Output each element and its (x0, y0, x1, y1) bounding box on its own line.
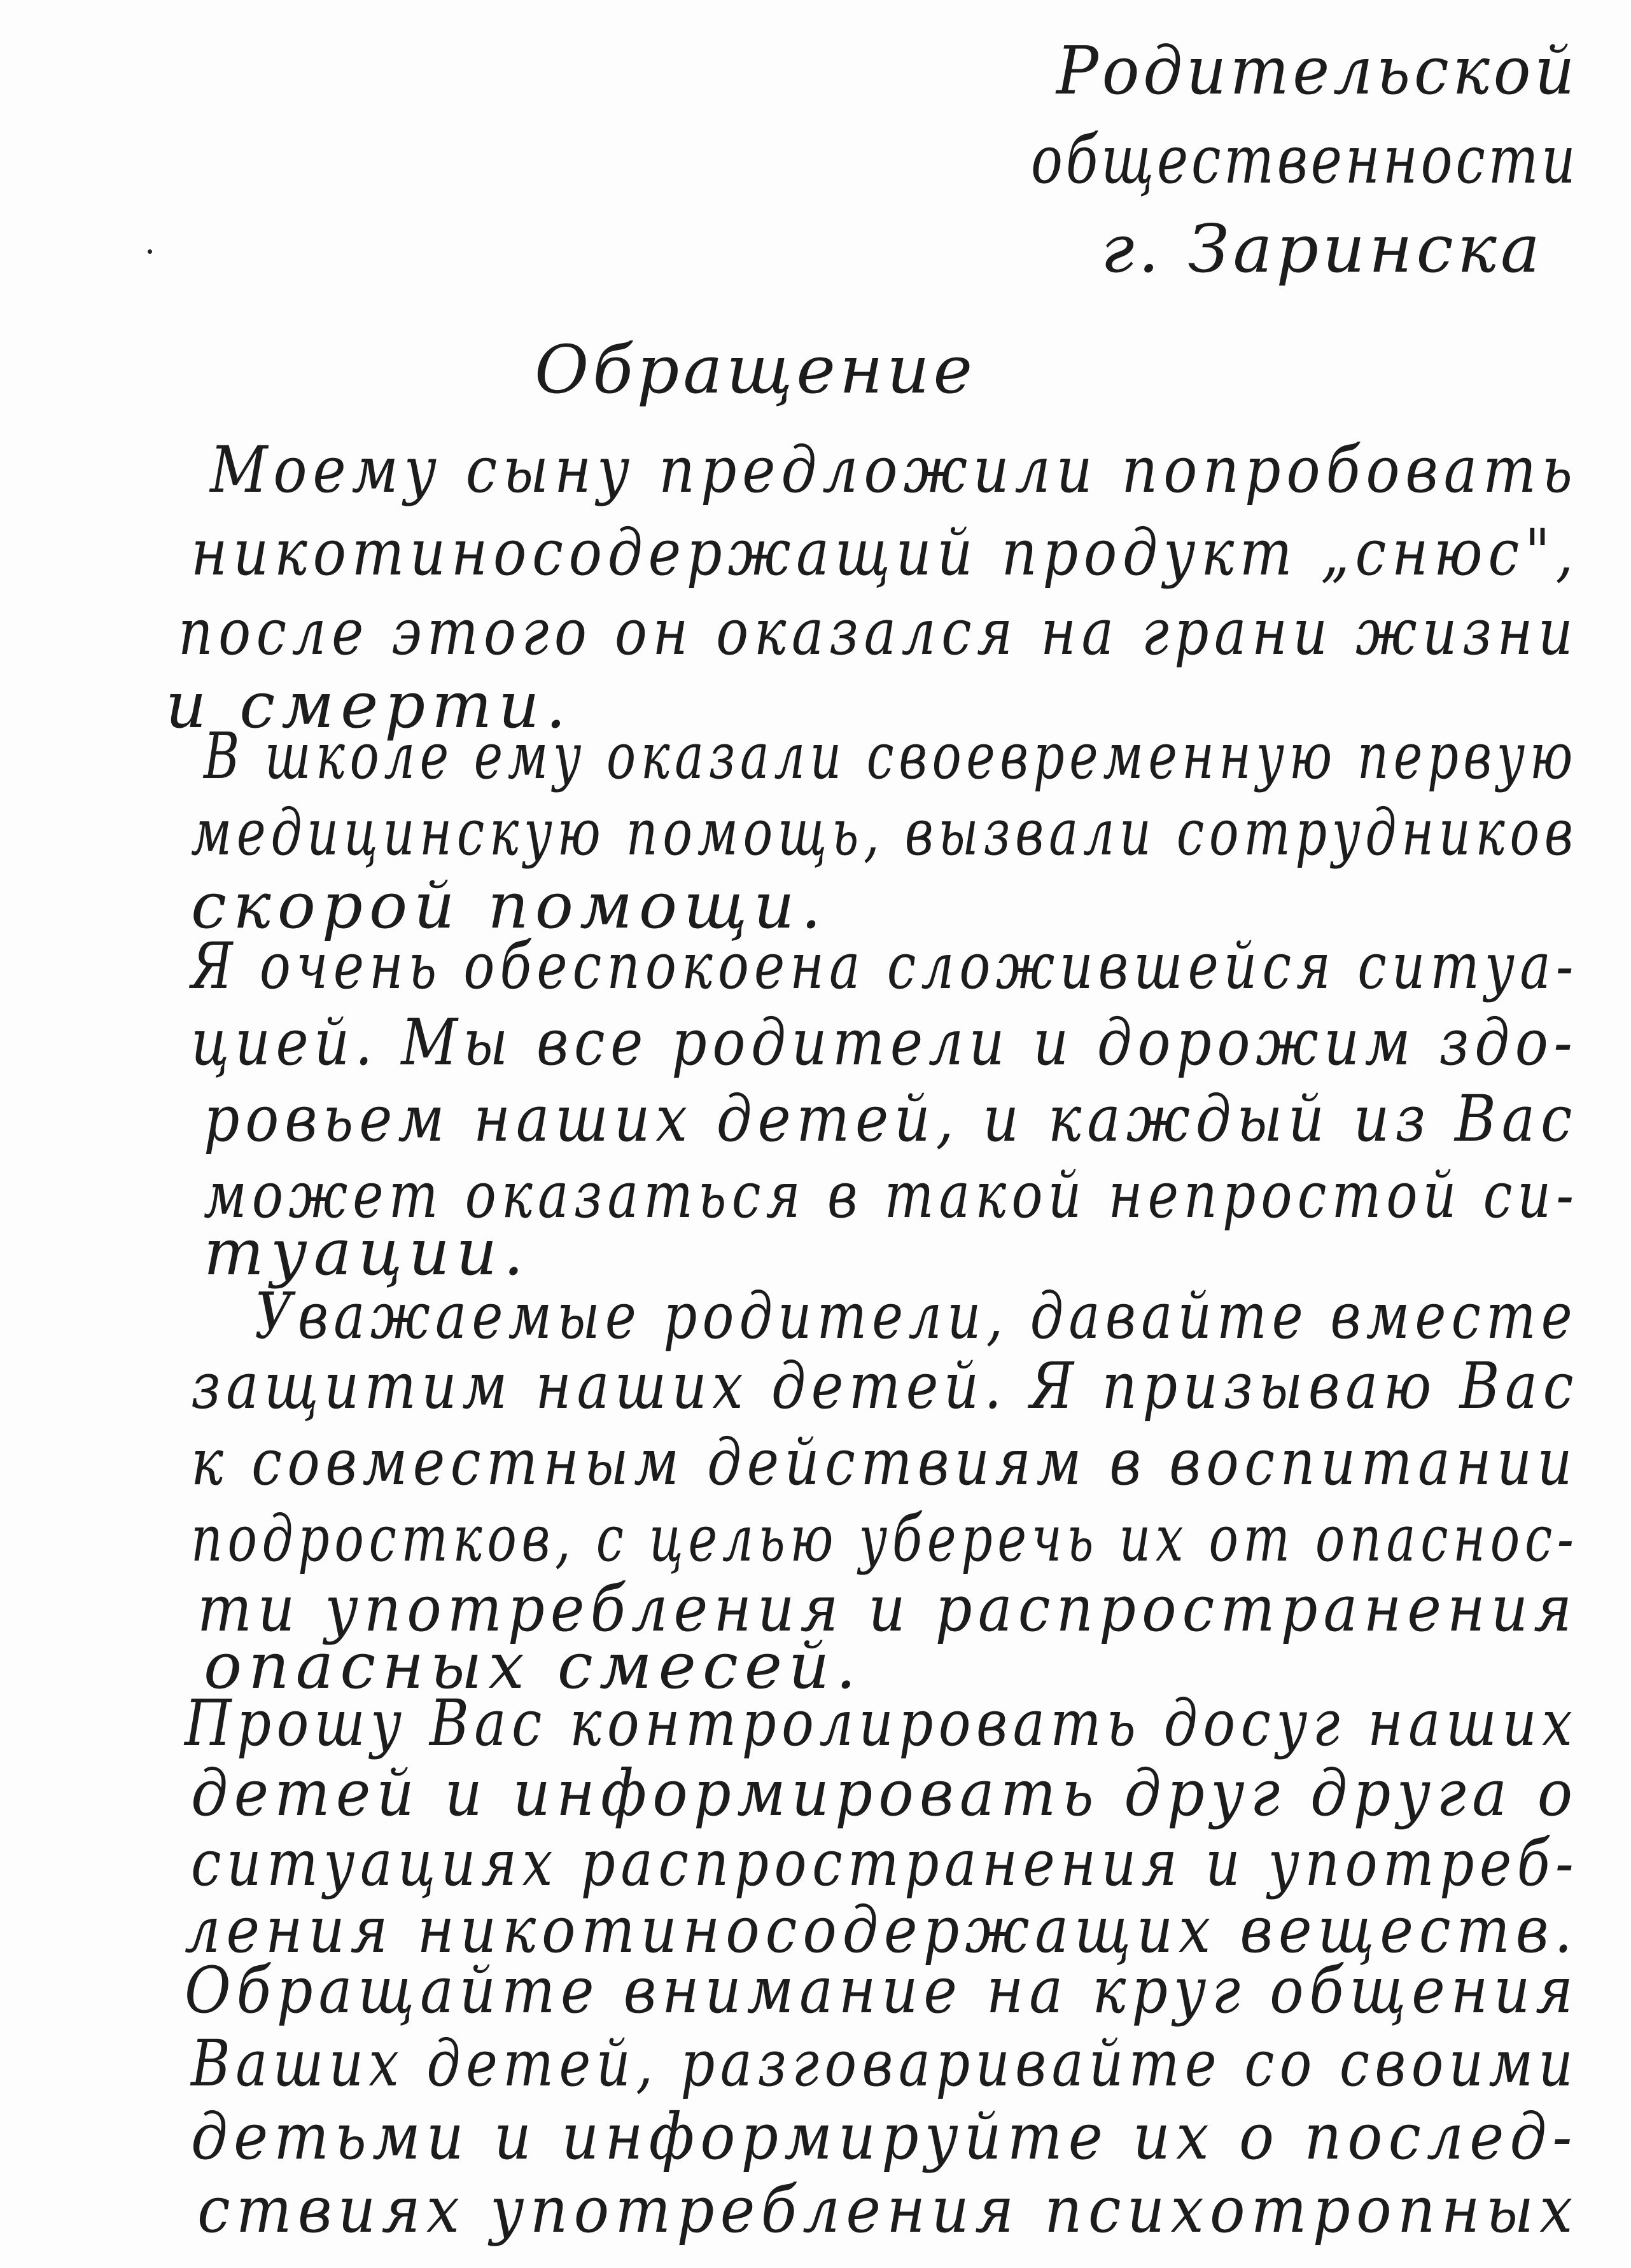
body-line-25: детьми и информируйте их о послед- (191, 2099, 1578, 2174)
body-line-9: цией. Мы все родители и дорожим здо- (191, 1005, 1578, 1080)
body-line-19: Прошу Вас контролировать досуг наших (185, 1686, 1578, 1760)
body-line-21: ситуациях распространения и употреб- (191, 1826, 1579, 1900)
body-line-5: В школе ему оказали своевременную первую (204, 719, 1578, 793)
body-line-1: Моему сыну предложили попробовать (210, 433, 1578, 507)
body-line-26: ствиях употребления психотропных (197, 2173, 1579, 2247)
body-line-15: к совместным действиям в воспитании (191, 1425, 1578, 1499)
body-line-8: Я очень обеспокоена сложившейся ситуа- (191, 929, 1579, 1003)
body-line-4: и смерти. (165, 668, 573, 742)
addressee-line-2: общественности (1031, 121, 1579, 198)
body-line-23: Обращайте внимание на круг общения (185, 1953, 1579, 2028)
body-line-2: никотиносодержащий продукт „снюс", (191, 515, 1579, 590)
addressee-line-3: г. Заринска (1101, 210, 1544, 288)
body-line-3: после этого он оказался на грани жизни (178, 595, 1579, 669)
body-line-16: подростков, с целью уберечь их от опаснос- (191, 1501, 1579, 1576)
body-line-20: детей и информировать друг друга о (191, 1756, 1579, 1830)
document-title: Обращение (535, 331, 976, 408)
body-line-11: может оказаться в такой непростой си- (204, 1158, 1579, 1232)
addressee-line-1: Родительской (1056, 32, 1578, 109)
body-line-6: медицинскую помощь, вызвали сотрудников (191, 795, 1578, 870)
body-line-7: скорой помощи. (191, 868, 828, 943)
body-line-13: Уважаемые родители, давайте вместе (255, 1279, 1578, 1353)
ink-speck (148, 249, 152, 254)
body-line-24: Ваших детей, разговаривайте со своими (191, 2026, 1579, 2101)
body-line-14: защитим наших детей. Я призываю Вас (191, 1349, 1579, 1423)
body-line-10: ровьем наших детей, и каждый из Вас (204, 1082, 1578, 1156)
body-line-18: опасных смесей. (204, 1629, 863, 1703)
body-line-12: туации. (204, 1215, 530, 1290)
body-line-22: ления никотиносодержащих веществ. (185, 1893, 1578, 1967)
body-line-17: ти употребления и распространения (197, 1571, 1578, 1646)
